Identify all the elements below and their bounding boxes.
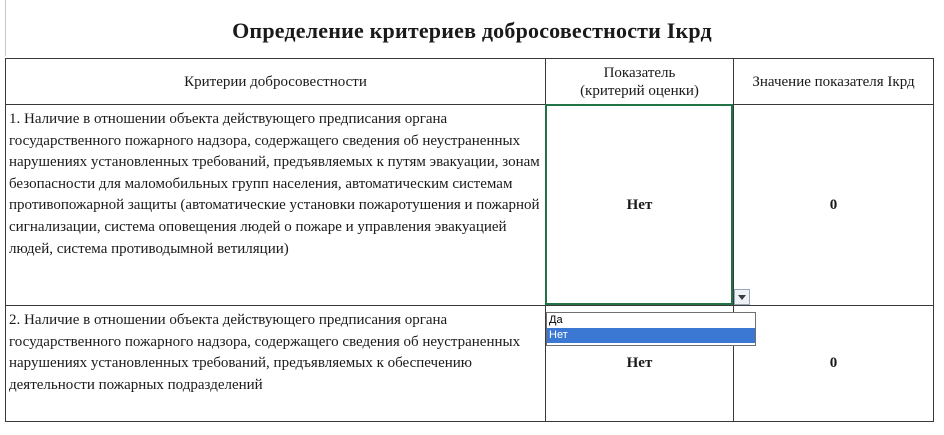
criteria-table — [5, 58, 934, 422]
table-row — [6, 105, 934, 306]
dropdown-option-net[interactable]: Нет — [547, 328, 755, 343]
criterion-cell-2[interactable]: 2. Наличие в отношении объекта действующего предписания органа государственного пожарного надзора, содержащего сведения об неустраненных нарушениях установленных требований, предъявляемых к обеспечению деятельности пожарных подразделений — [6, 306, 546, 422]
dropdown-option-da[interactable]: Да — [549, 314, 563, 326]
table-row — [6, 306, 934, 422]
header-value[interactable]: Значение показателя Iкрд — [734, 59, 934, 105]
value-cell-2[interactable]: 0 — [734, 306, 934, 422]
dropdown-list — [546, 312, 756, 346]
header-row — [6, 59, 934, 105]
criterion-cell-1[interactable]: 1. Наличие в отношении объекта действующего предписания органа государственного пожарного надзора, содержащего сведения об неустраненных нарушениях установленных требований, предъявляемых к путям эвакуации, зонам безопасности для маломобильных групп населения, автоматическим системам противопожарной защиты (автоматические установки пожаротушения и пожарной сигнализации, система оповещения людей о пожаре и управления эвакуацией людей, система противодымной ветиляции) — [6, 105, 546, 306]
header-indicator-line2: (критерий оценки) — [580, 82, 699, 99]
indicator-cell-1[interactable]: Нет — [546, 105, 734, 306]
chevron-down-icon — [738, 295, 746, 300]
value-cell-1[interactable]: 0 — [734, 105, 934, 306]
header-criteria[interactable]: Критерии добросовестности — [6, 59, 546, 105]
dropdown-toggle-button[interactable] — [734, 289, 750, 305]
table-title: Определение критериев добросовестности Iкрд — [232, 18, 712, 43]
header-indicator[interactable] — [546, 59, 734, 105]
indicator-cell-2[interactable]: Нет — [546, 306, 734, 422]
header-indicator-line1: Показатель — [603, 64, 676, 81]
